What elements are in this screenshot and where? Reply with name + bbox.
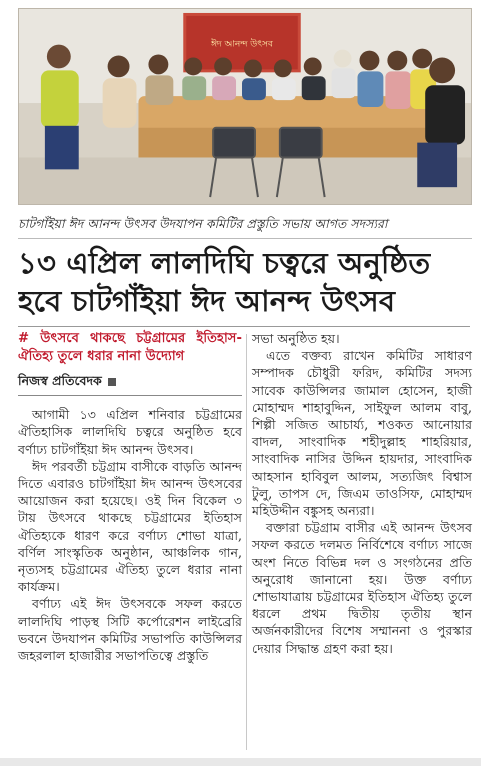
photo-caption: চাটগাঁইয়া ঈদ আনন্দ উৎসব উদযাপন কমিটির প্রস্তুতি সভায় আগত সদস্যরা — [18, 210, 472, 239]
paragraph: এতে বক্তব্য রাখেন কমিটির সাধারণ সম্পাদক চৌধুরী ফরিদ, কমিটির সদস্য সাবেক কাউন্সিলর জামাল হোসেন, হাজী মোহাম্মদ শাহাবুদ্দিন, সাইফুল আলম বাবু, শিল্পী সজিত আচার্য্য, শওকত আনোয়ার বাদল, সাংবাদিক শহীদুল্লাহ শাহরিয়ার, সাংবাদিক নাসির উদ্দিন হায়দার, সাংবাদিক আহসান হাবিবুল আলম, সত্যজিৎ বিশ্বাস টুলু, তাপস দে, জিএম তাওসিফ, মোহাম্মদ মহিউদ্দীন বঙ্কুসহ অন্যরা। — [252, 348, 472, 519]
byline — [18, 370, 242, 396]
article-column-left — [18, 330, 242, 664]
paragraph: আগামী ১৩ এপ্রিল শনিবার চট্টগ্রামের ঐতিহাসিক লালদিঘি চত্বরে অনুষ্ঠিত হবে বর্ণাঢ্য চাটগাঁইয়া ঈদ আনন্দ উৎসব। — [18, 407, 242, 457]
paragraph: বক্তারা চট্টগ্রাম বাসীর এই আনন্দ উৎসব সফল করতে দলমত নির্বিশেষে বর্ণাঢ্য সাজে অংশ নিতে বিভিন্ন দল ও সংগঠনের প্রতি অনুরোধ জানানো হয়। উক্ত বর্ণাঢ্য শোভাযাত্রায় চট্টগ্রামের ইতিহাস ঐতিহ্য তুলে ধরলে প্রথম দ্বিতীয় তৃতীয় স্থান অর্জনকারীদের বিশেষ সম্মাননা ও পুরস্কার দেয়ার সিদ্ধান্ত গ্রহণ করা হয়। — [252, 520, 472, 656]
headline — [18, 244, 470, 320]
kicker: # উৎসবে থাকছে চট্টগ্রামের ইতিহাস-ঐতিহ্য তুলে ধরার নানা উদ্যোগ — [18, 331, 242, 364]
column-divider — [246, 334, 247, 750]
article-column-right — [252, 330, 472, 657]
meeting-photo-illustration — [19, 9, 471, 204]
paragraph: বর্ণাঢ্য এই ঈদ উৎসবকে সফল করতে লালদিঘি পাড়স্থ সিটি কর্পোরেশন লাইব্রেরি ভবনে উদযাপন কমিটির সভাপতি কাউন্সিলর জহরলাল হাজারীর সভাপতিত্বে প্রস্তুতি — [18, 596, 242, 664]
news-photo — [18, 8, 472, 205]
square-bullet-icon — [108, 378, 116, 386]
headline-divider — [18, 326, 470, 327]
headline-line-2: হবে চাটগাঁইয়া ঈদ আনন্দ উৎসব — [18, 284, 396, 318]
headline-line-1: ১৩ এপ্রিল লালদিঘি চত্বরে অনুষ্ঠিত — [18, 246, 431, 280]
paragraph: সভা অনুষ্ঠিত হয়। — [252, 331, 340, 346]
byline-text: নিজস্ব প্রতিবেদক — [18, 373, 102, 388]
paragraph: ঈদ পরবর্তী চট্টগ্রাম বাসীকে বাড়তি আনন্দ দিতে এবারও চাটগাঁইয়া ঈদ আনন্দ উৎসবের আয়োজন করা হয়েছে। ওই দিন বিকেল ৩ টায় উৎসবে থাকছে চট্টগ্রামের ইতিহাস ঐতিহ্যকে ধারণ করে বর্ণাঢ্য শোভা যাত্রা, বর্ণিল সাংস্কৃতিক অনুষ্ঠান, আঞ্চলিক গান, নৃত্যসহ চট্টগ্রামের ঐতিহ্য তুলে ধরার নানা কার্যক্রম। — [18, 458, 242, 595]
banner-text: ঈদ আনন্দ উৎসব — [211, 39, 273, 50]
page-bottom-strip — [0, 758, 481, 766]
